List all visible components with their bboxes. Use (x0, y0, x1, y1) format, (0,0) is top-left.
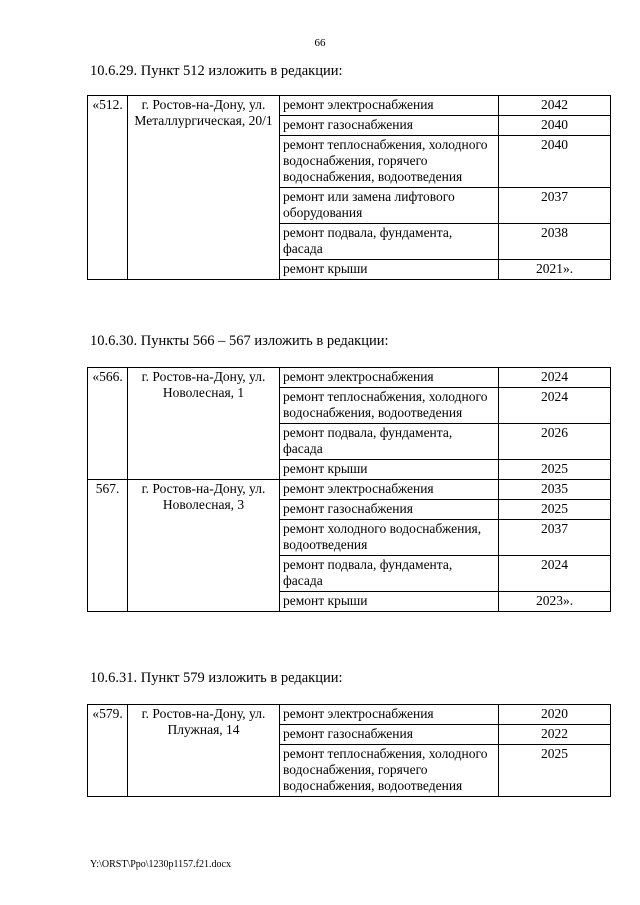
work-year: 2026 (499, 424, 611, 460)
work-year: 2037 (499, 188, 611, 224)
item-number: 567. (88, 480, 128, 612)
section-heading-10-6-31: 10.6.31. Пункт 579 изложить в редакции: (90, 670, 343, 686)
section-heading-10-6-30: 10.6.30. Пункты 566 – 567 изложить в редакции: (90, 333, 389, 349)
work-name: ремонт теплоснабжения, холодного водоснабжения, горячего водоснабжения, водоотведения (280, 136, 499, 188)
table-row (88, 480, 611, 500)
work-year: 2024 (499, 556, 611, 592)
work-name: ремонт подвала, фундамента, фасада (280, 556, 499, 592)
repair-table-512 (87, 95, 611, 280)
work-name: ремонт подвала, фундамента, фасада (280, 224, 499, 260)
work-name: ремонт холодного водоснабжения, водоотведения (280, 520, 499, 556)
repair-table-579 (87, 704, 611, 797)
work-name: ремонт теплоснабжения, холодного водоснабжения, водоотведения (280, 388, 499, 424)
item-address: г. Ростов-на-Дону, ул. Металлургическая, 20/1 (128, 96, 280, 280)
work-name: ремонт теплоснабжения, холодного водоснабжения, горячего водоснабжения, водоотведения (280, 745, 499, 797)
table-row (88, 368, 611, 388)
work-name: ремонт газоснабжения (280, 725, 499, 745)
work-year: 2035 (499, 480, 611, 500)
page-number: 66 (314, 37, 326, 49)
work-year: 2025 (499, 500, 611, 520)
table-row (88, 705, 611, 725)
work-year: 2037 (499, 520, 611, 556)
work-year: 2042 (499, 96, 611, 116)
work-year: 2021». (499, 260, 611, 280)
item-number: «579. (88, 705, 128, 797)
work-name: ремонт электроснабжения (280, 368, 499, 388)
table-row (88, 96, 611, 116)
item-address: г. Ростов-на-Дону, ул. Новолесная, 1 (128, 368, 280, 480)
item-number: «512. (88, 96, 128, 280)
work-year: 2020 (499, 705, 611, 725)
work-name: ремонт крыши (280, 460, 499, 480)
section-heading-10-6-29: 10.6.29. Пункт 512 изложить в редакции: (90, 63, 343, 79)
work-year: 2022 (499, 725, 611, 745)
work-year: 2040 (499, 116, 611, 136)
work-name: ремонт электроснабжения (280, 705, 499, 725)
work-name: ремонт газоснабжения (280, 500, 499, 520)
item-address: г. Ростов-на-Дону, ул. Плужная, 14 (128, 705, 280, 797)
work-name: ремонт электроснабжения (280, 480, 499, 500)
item-address: г. Ростов-на-Дону, ул. Новолесная, 3 (128, 480, 280, 612)
file-path-footer: Y:\ORST\Ppo\1230p1157.f21.docx (90, 859, 231, 870)
work-year: 2023». (499, 592, 611, 612)
work-name: ремонт подвала, фундамента, фасада (280, 424, 499, 460)
work-name: ремонт электроснабжения (280, 96, 499, 116)
repair-table-566-567 (87, 367, 611, 612)
item-number: «566. (88, 368, 128, 480)
work-year: 2024 (499, 368, 611, 388)
work-year: 2024 (499, 388, 611, 424)
work-year: 2038 (499, 224, 611, 260)
work-name: ремонт газоснабжения (280, 116, 499, 136)
work-year: 2040 (499, 136, 611, 188)
work-name: ремонт или замена лифтового оборудования (280, 188, 499, 224)
work-name: ремонт крыши (280, 592, 499, 612)
work-year: 2025 (499, 460, 611, 480)
work-name: ремонт крыши (280, 260, 499, 280)
work-year: 2025 (499, 745, 611, 797)
